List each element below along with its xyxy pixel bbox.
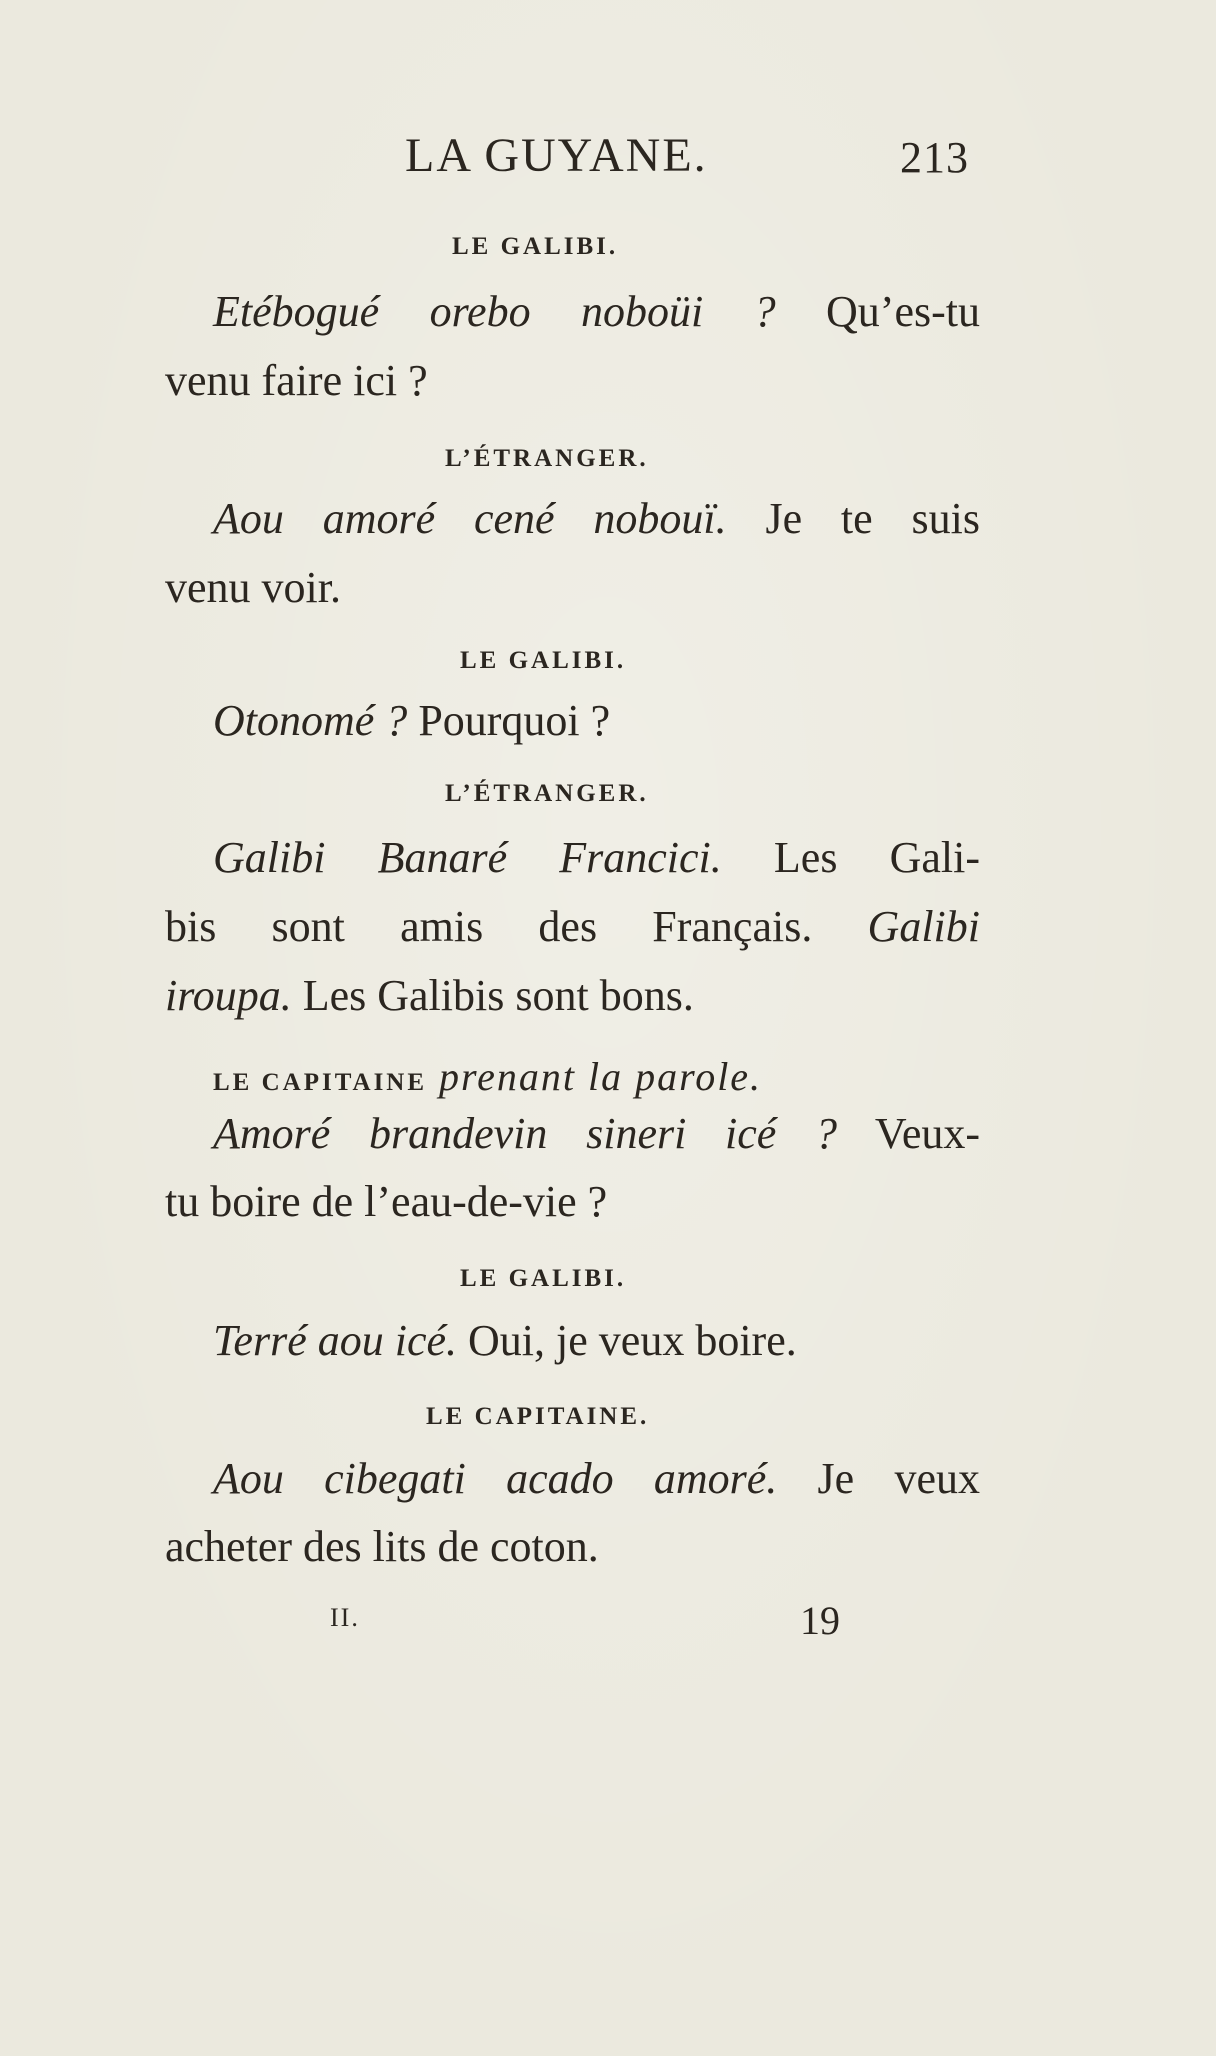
- speaker-label: L’ÉTRANGER.: [445, 445, 649, 472]
- dialogue-line: [213, 1453, 980, 1504]
- native-text: iroupa.: [165, 971, 292, 1020]
- dialogue-line: [213, 1315, 980, 1366]
- speaker-label: LE CAPITAINE: [213, 1069, 428, 1096]
- native-text: Aou cibegati acado amoré.: [213, 1454, 778, 1503]
- speaker-label: LE GALIBI.: [460, 647, 627, 674]
- native-text: Aou amoré cené nobouï.: [213, 494, 727, 543]
- signature-mark: II.: [330, 1603, 360, 1632]
- dialogue-line: [213, 286, 980, 337]
- french-text: Je te suis: [726, 494, 980, 543]
- speaker-label: L’ÉTRANGER.: [445, 780, 649, 807]
- native-text: Etébogué orebo noboüi ?: [213, 287, 776, 336]
- dialogue-line: [165, 562, 980, 613]
- native-text: Galibi: [867, 902, 980, 951]
- dialogue-line: [165, 1521, 980, 1572]
- french-text: Oui, je veux boire.: [457, 1316, 797, 1365]
- native-text: Otonomé ?: [213, 696, 408, 745]
- page-number: 213: [900, 133, 969, 182]
- native-text: Terré aou icé.: [213, 1316, 458, 1365]
- french-text: acheter des lits de coton.: [165, 1522, 599, 1571]
- stage-direction: prenant la parole.: [427, 1054, 763, 1099]
- french-text: Qu’es-tu: [775, 287, 980, 336]
- page-header: [0, 128, 1216, 188]
- speaker-label: LE CAPITAINE.: [426, 1403, 650, 1430]
- french-text: Pourquoi ?: [407, 696, 611, 745]
- french-text: bis sont amis des Français.: [165, 902, 868, 951]
- french-text: venu faire ici ?: [165, 356, 428, 405]
- dialogue-line: [165, 970, 980, 1021]
- french-text: tu boire de l’eau-de-vie ?: [165, 1177, 608, 1226]
- native-text: Galibi Banaré Francici.: [213, 833, 722, 882]
- french-text: Les Gali-: [721, 833, 980, 882]
- dialogue-line: [213, 695, 980, 746]
- french-text: venu voir.: [165, 563, 341, 612]
- running-title: LA GUYANE.: [405, 129, 708, 182]
- dialogue-line: [213, 493, 980, 544]
- native-text: Amoré brandevin sineri icé ?: [213, 1109, 838, 1158]
- dialogue-line: [213, 1108, 980, 1159]
- dialogue-line: [165, 355, 980, 406]
- french-text: Je veux: [777, 1454, 980, 1503]
- dialogue-line: [165, 1176, 980, 1227]
- speaker-line: [213, 1053, 762, 1100]
- french-text: Les Galibis sont bons.: [291, 971, 694, 1020]
- french-text: Veux-: [837, 1109, 980, 1158]
- gathering-number: 19: [800, 1598, 840, 1643]
- speaker-label: LE GALIBI.: [460, 1265, 627, 1292]
- dialogue-line: [165, 901, 980, 952]
- speaker-label: LE GALIBI.: [452, 233, 619, 260]
- dialogue-line: [213, 832, 980, 883]
